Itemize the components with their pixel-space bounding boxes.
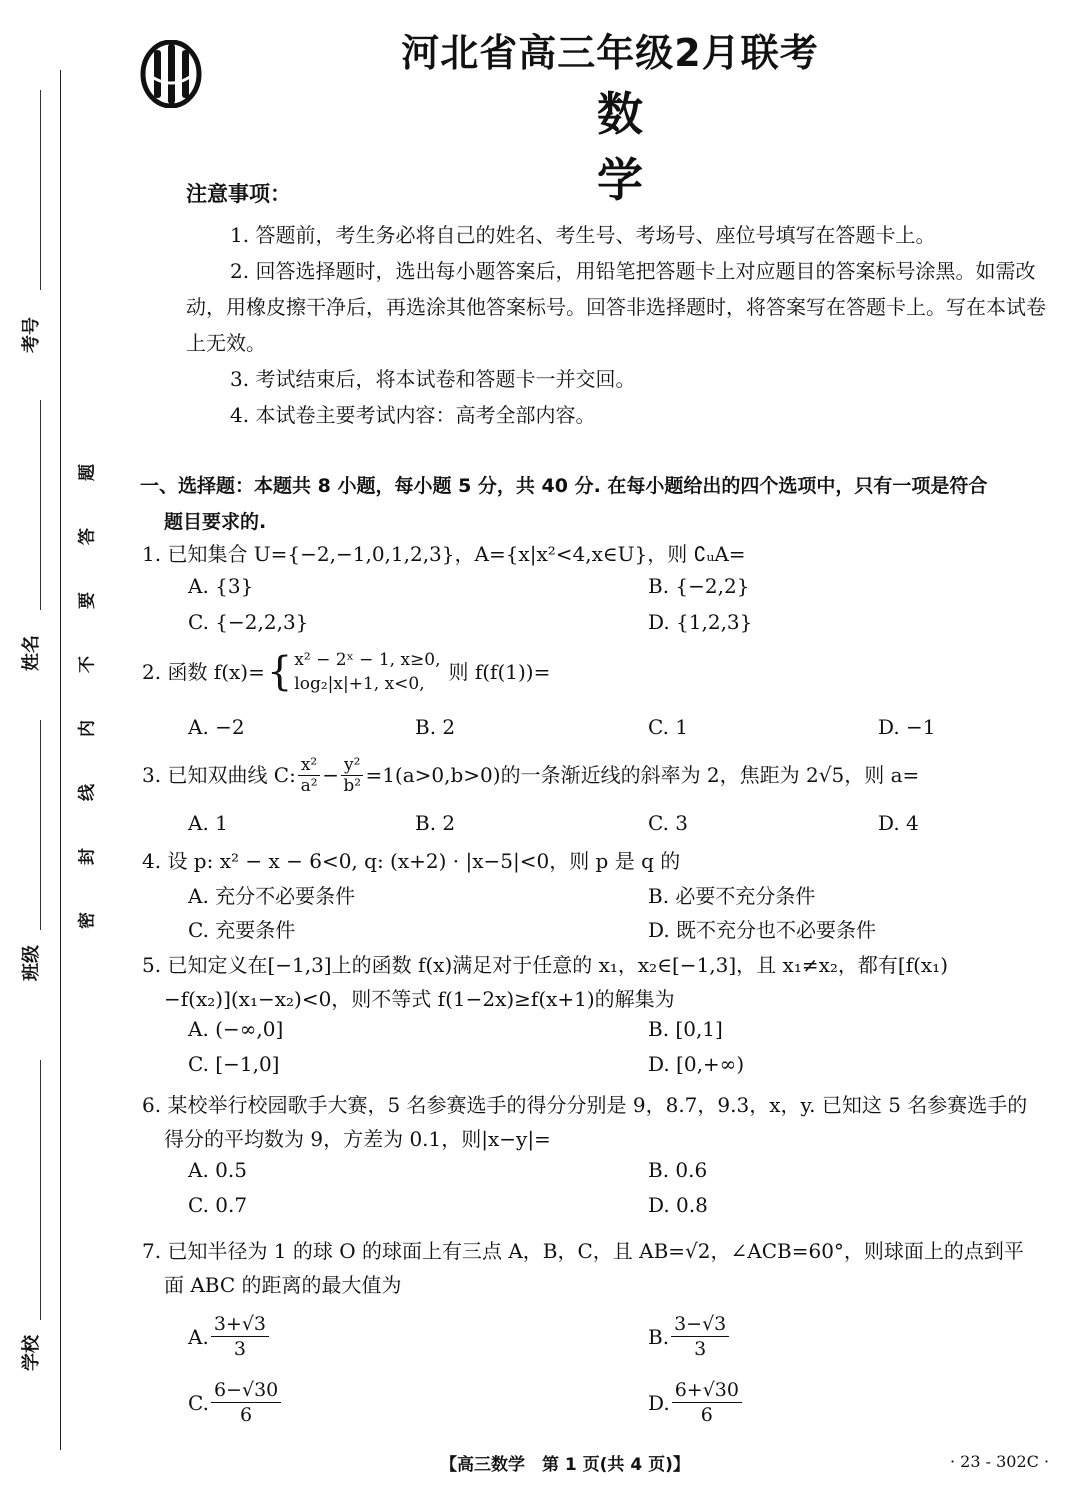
question-2-option-c: C. 1 (648, 715, 689, 739)
question-5-option-d: D. [0,+∞) (648, 1052, 745, 1076)
fraction-denominator: 3 (694, 1338, 707, 1360)
fraction-denominator: 3 (233, 1338, 246, 1360)
fraction-numerator: x² (298, 755, 320, 776)
question-2-option-d: D. −1 (878, 715, 936, 739)
fraction-x (298, 755, 320, 796)
fraction-numerator: 3−√3 (671, 1312, 729, 1337)
binding-line (60, 70, 61, 1450)
option-fraction (211, 1378, 281, 1427)
exam-title: 河北省高三年级2月联考 (401, 31, 819, 75)
question-6-option-b: B. 0.6 (648, 1158, 708, 1182)
piecewise-cases (294, 648, 440, 696)
fraction-denominator: 6 (700, 1404, 713, 1426)
fraction-denominator: b² (343, 775, 362, 796)
section-heading (140, 468, 1075, 540)
question-2-stem-a: 2. 函数 f(x)= (142, 660, 265, 684)
question-3-option-d: D. 4 (878, 811, 919, 835)
seal-char: 题 (77, 464, 98, 481)
question-5-option-b: B. [0,1] (648, 1017, 723, 1041)
publisher-logo (140, 40, 202, 108)
option-fraction (671, 1312, 729, 1361)
question-5-stem (142, 948, 1077, 1016)
class-label: 班级 (21, 945, 42, 981)
question-6-option-a: A. 0.5 (188, 1158, 247, 1182)
question-3-stem (142, 752, 1077, 798)
question-1-option-a: A. {3} (188, 574, 254, 598)
question-2-option-a: A. −2 (188, 715, 245, 739)
question-1-option-b: B. {−2,2} (648, 574, 750, 598)
section-heading-line1: 一、选择题：本题共 8 小题，每小题 5 分，共 40 分. 在每小题给出的四个选项中，只有一项是符合 (140, 475, 988, 497)
question-4-option-a: A. 充分不必要条件 (188, 884, 356, 908)
page-footer: 【高三数学 第 1 页(共 4 页)】 (440, 1455, 690, 1475)
question-7-stem (142, 1234, 1077, 1302)
seal-char: 内 (77, 720, 98, 737)
option-fraction (672, 1378, 742, 1427)
school-underline (40, 1060, 41, 1320)
question-1-stem: 1. 已知集合 U={−2,−1,0,1,2,3}，A={x|x²<4,x∈U}，则 ∁ᵤA= (142, 542, 746, 566)
piecewise-case-1: x² − 2ˣ − 1, x≥0, (294, 650, 441, 670)
class-field (10, 945, 50, 981)
question-4-option-b: B. 必要不充分条件 (648, 884, 816, 908)
question-5-option-c: C. [−1,0] (188, 1052, 280, 1076)
option-letter: D. (648, 1390, 670, 1415)
question-3-stem-b: =1(a>0,b>0)的一条渐近线的斜率为 2，焦距为 2√5，则 a= (365, 763, 920, 787)
seal-char: 线 (77, 784, 98, 801)
brace: { (266, 649, 293, 695)
school-label: 学校 (21, 1335, 42, 1371)
question-6-stem (142, 1088, 1077, 1156)
question-1-option-c: C. {−2,2,3} (188, 610, 309, 634)
question-5-line1: 5. 已知定义在[−1,3]上的函数 f(x)满足对于任意的 x₁，x₂∈[−1,3]，且 x₁≠x₂，都有[f(x₁) (142, 953, 948, 977)
fraction-denominator: 6 (240, 1404, 253, 1426)
question-7-line2: 面 ABC 的距离的最大值为 (164, 1273, 402, 1297)
question-5-line2: −f(x₂)](x₁−x₂)<0，则不等式 f(1−2x)≥f(x+1)的解集为 (164, 987, 675, 1011)
option-letter: B. (648, 1324, 670, 1349)
option-fraction (211, 1312, 269, 1361)
fraction-numerator: 6−√30 (211, 1378, 281, 1403)
seal-char: 要 (77, 592, 98, 609)
question-4-option-c: C. 充要条件 (188, 918, 296, 942)
question-1-option-d: D. {1,2,3} (648, 610, 753, 634)
option-letter: A. (188, 1324, 209, 1349)
question-7-option-a (188, 1312, 271, 1361)
notice-item: 4. 本试卷主要考试内容：高考全部内容。 (230, 403, 596, 427)
question-2-option-b: B. 2 (415, 715, 456, 739)
question-3-option-c: C. 3 (648, 811, 689, 835)
question-7-option-b (648, 1312, 731, 1361)
exam-number-underline (40, 90, 41, 290)
question-6-option-c: C. 0.7 (188, 1193, 248, 1217)
name-label: 姓名 (21, 635, 42, 671)
option-letter: C. (188, 1390, 209, 1415)
minus-sign: − (322, 763, 340, 787)
question-7-line1: 7. 已知半径为 1 的球 O 的球面上有三点 A，B，C，且 AB=√2，∠ACB=60°，则球面上的点到平 (142, 1239, 1024, 1263)
question-2-stem-b: 则 f(f(1))= (448, 660, 551, 684)
fraction-numerator: y² (341, 755, 363, 776)
question-3-option-b: B. 2 (415, 811, 456, 835)
notice-heading: 注意事项： (186, 182, 291, 206)
subject-title: 数学 (597, 87, 713, 207)
section-heading-line2: 题目要求的. (164, 511, 267, 533)
question-6-option-d: D. 0.8 (648, 1193, 708, 1217)
class-underline (40, 720, 41, 930)
seal-notice (72, 460, 98, 933)
school-field (10, 1335, 50, 1371)
question-2-stem (142, 648, 1077, 696)
notice-item: 2. 回答选择题时，选出每小题答案后，用铅笔把答题卡上对应题目的答案标号涂黑。如需改动，用橡皮擦干净后，再选涂其他答案标号。回答非选择题时，将答案写在答题卡上。写在本试卷上无效。 (186, 259, 1046, 355)
question-3-stem-a: 3. 已知双曲线 C: (142, 763, 296, 787)
exam-number-field (10, 317, 50, 353)
question-7-option-d (648, 1378, 744, 1427)
name-underline (40, 400, 41, 610)
seal-char: 密 (77, 912, 98, 929)
piecewise-case-2: log₂|x|+1, x<0, (294, 674, 425, 694)
question-7-option-c (188, 1378, 283, 1427)
fraction-numerator: 3+√3 (211, 1312, 269, 1337)
question-3-option-a: A. 1 (188, 811, 228, 835)
seal-char: 封 (77, 848, 98, 865)
seal-char: 不 (77, 656, 98, 673)
name-field (10, 635, 50, 671)
exam-code: · 23 - 302C · (950, 1452, 1050, 1471)
fraction-y (341, 755, 363, 796)
notice-item: 1. 答题前，考生务必将自己的姓名、考生号、考场号、座位号填写在答题卡上。 (230, 223, 936, 247)
notice-item: 3. 考试结束后，将本试卷和答题卡一并交回。 (230, 367, 636, 391)
seal-char: 答 (77, 528, 98, 545)
question-6-line2: 得分的平均数为 9，方差为 0.1，则|x−y|= (164, 1127, 551, 1151)
fraction-denominator: a² (300, 775, 318, 796)
fraction-numerator: 6+√30 (672, 1378, 742, 1403)
question-4-stem: 4. 设 p: x² − x − 6<0, q: (x+2) · |x−5|<0，则 p 是 q 的 (142, 849, 681, 873)
question-5-option-a: A. (−∞,0] (188, 1017, 284, 1041)
exam-number-label: 考号 (21, 317, 42, 353)
question-4-option-d: D. 既不充分也不必要条件 (648, 918, 877, 942)
question-6-line1: 6. 某校举行校园歌手大赛，5 名参赛选手的得分分别是 9，8.7，9.3，x，y. 已知这 5 名参赛选手的 (142, 1093, 1028, 1117)
